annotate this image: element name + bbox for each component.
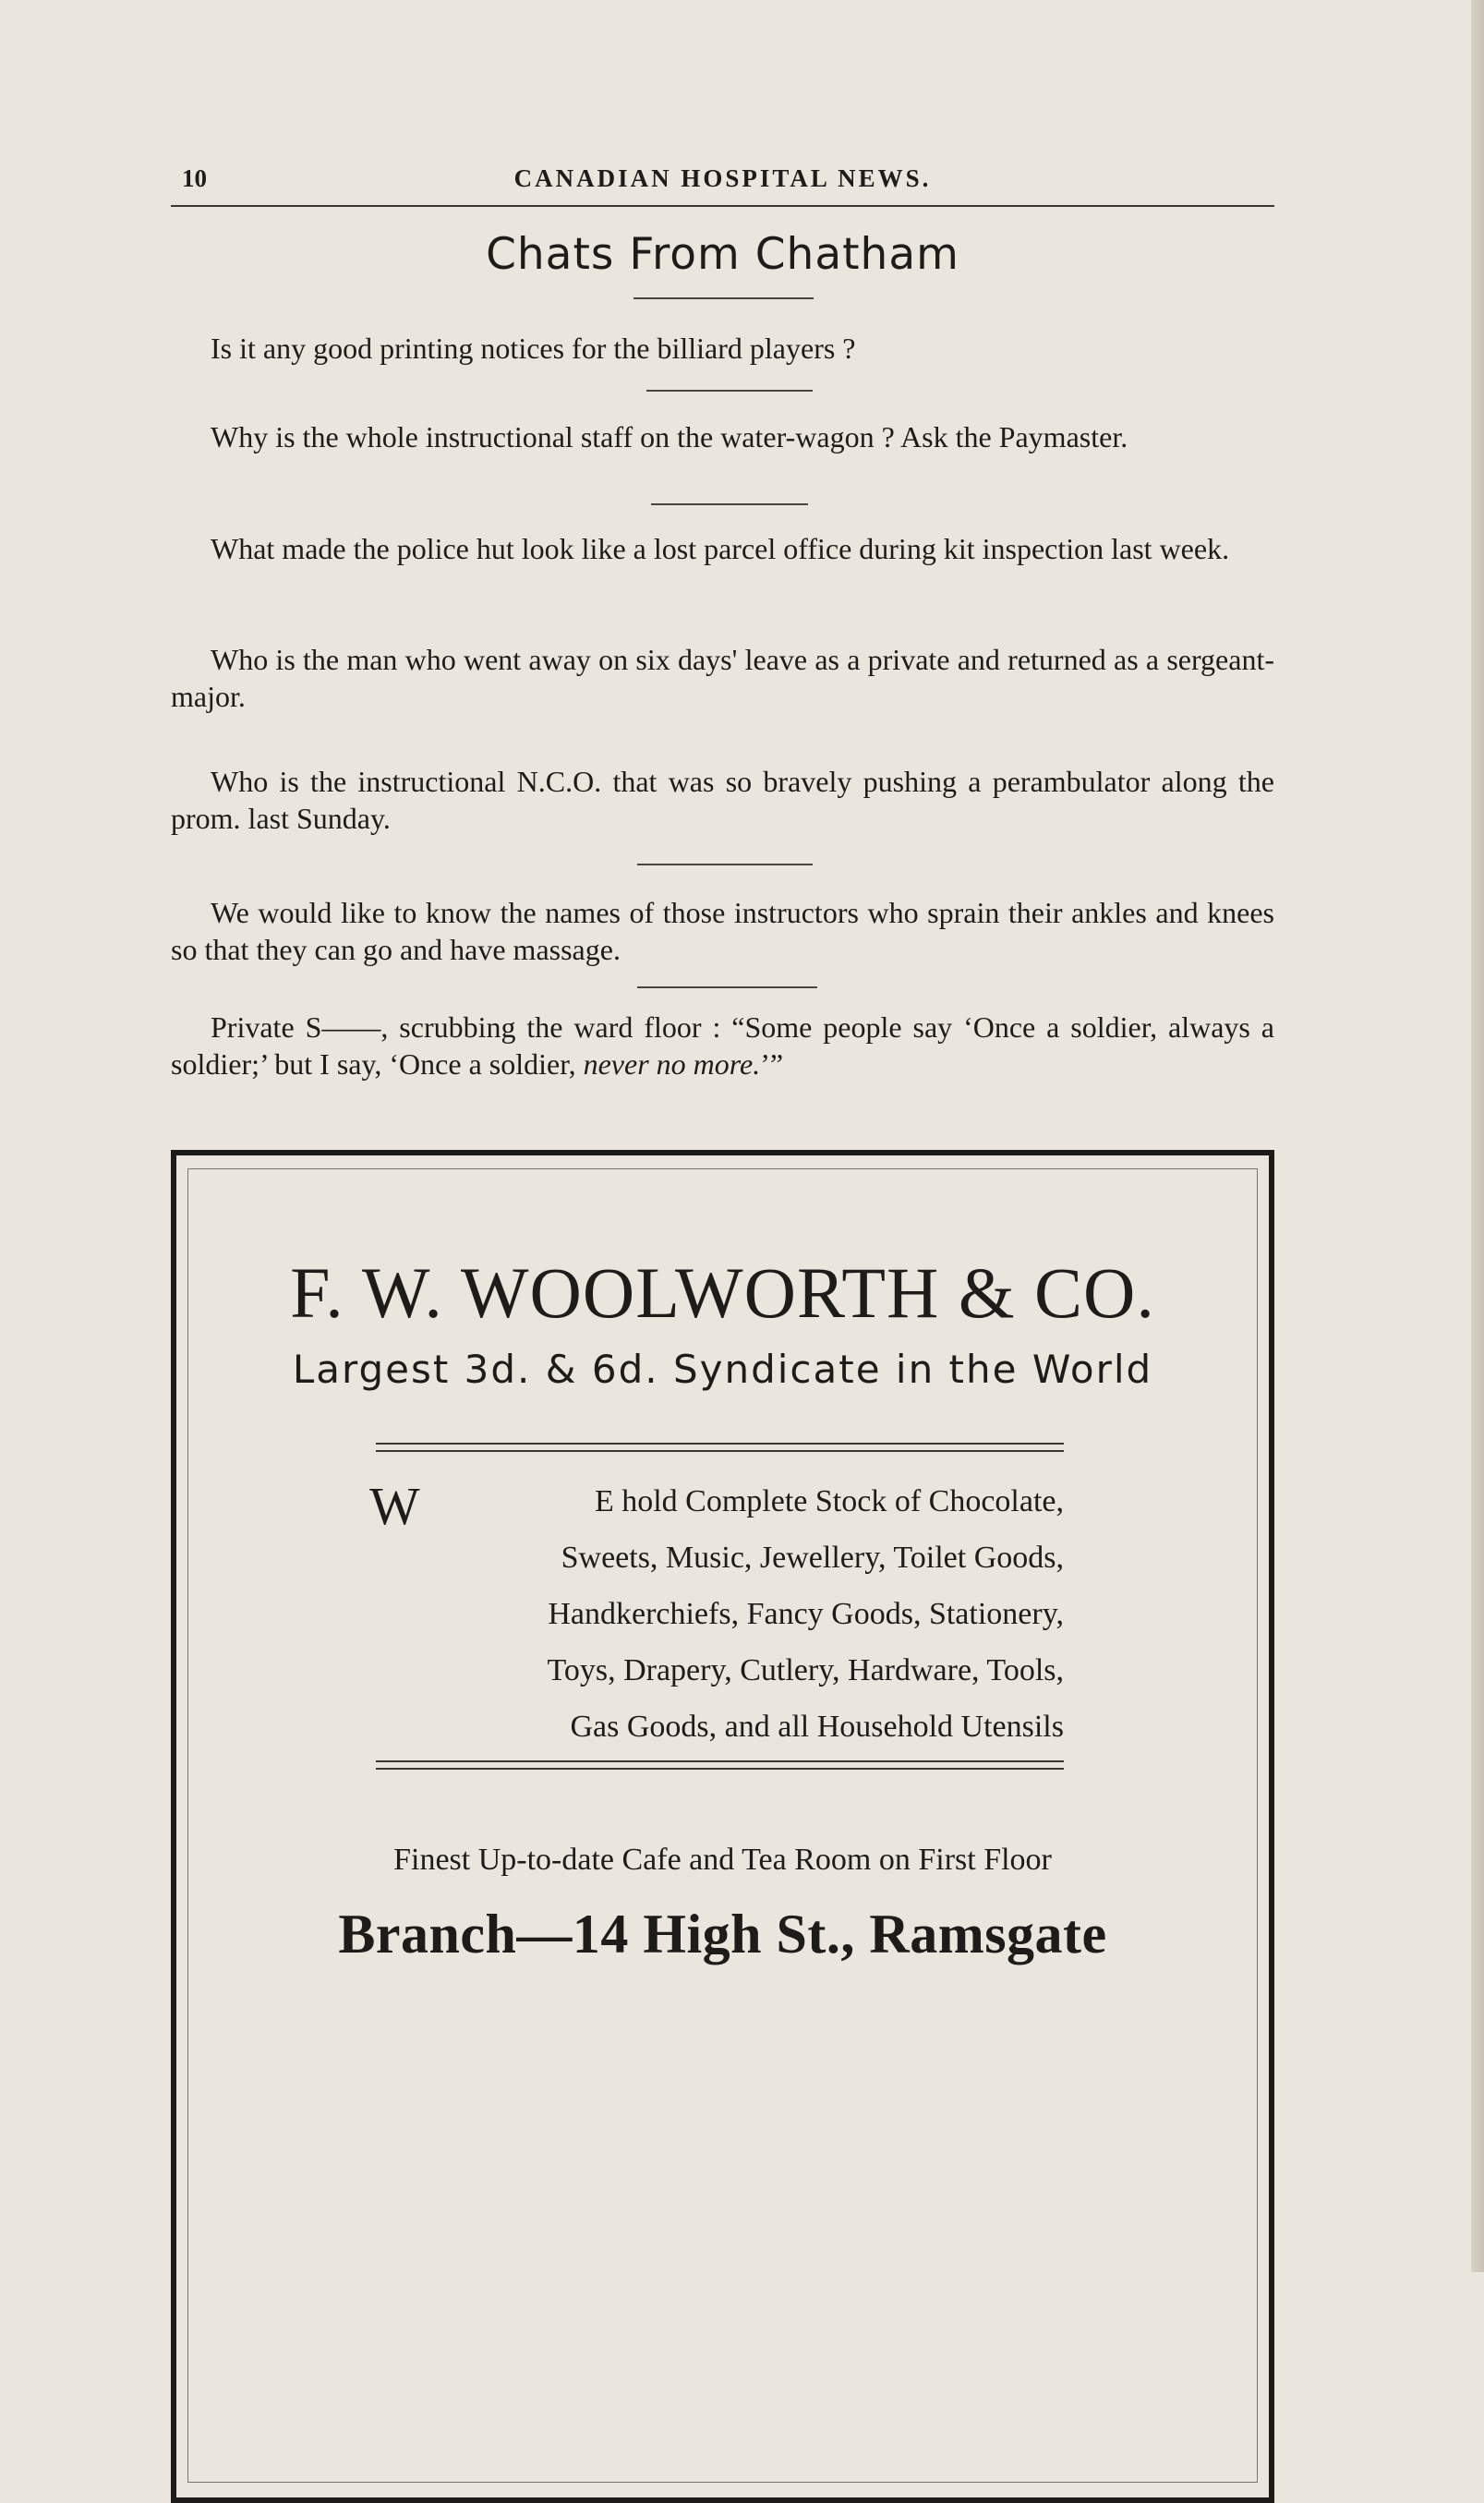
stock-line-5: Gas Goods, and all Household Utensils	[570, 1710, 1064, 1744]
stock-line-1	[369, 1473, 1064, 1536]
paragraph-4: Who is the man who went away on six days' leave as a private and returned as a sergeant-major.	[171, 643, 1274, 713]
paragraph-7-closing: ’”	[760, 1047, 784, 1081]
separator-rule	[637, 986, 817, 988]
separator-rule	[651, 503, 808, 505]
title-rule	[633, 297, 814, 299]
separator-rule	[637, 864, 813, 865]
paragraph-7	[171, 1009, 1274, 1082]
paragraph-3: What made the police hut look like a lost parcel office during kit inspection last week.	[211, 532, 1230, 565]
page-edge	[1471, 0, 1484, 2272]
article-title: Chats From Chatham	[486, 229, 959, 280]
running-head	[171, 164, 1274, 207]
company-tagline: Largest 3d. & 6d. Syndicate in the World	[292, 1347, 1153, 1392]
paragraph-1: Is it any good printing notices for the billiard players ?	[211, 332, 856, 365]
paragraph-7-text: Private S——, scrubbing the ward floor : “Some people say ‘Once a soldier, always a soldier;’ but I say, ‘Once a soldier,	[171, 1010, 1274, 1081]
drop-cap: W	[369, 1476, 420, 1536]
stock-line-1-text: E hold Complete Stock of Chocolate,	[594, 1484, 1064, 1518]
page-number: 10	[182, 164, 207, 192]
double-rule-bottom	[376, 1760, 1064, 1770]
journal-title: CANADIAN HOSPITAL NEWS.	[513, 164, 932, 192]
stock-line-3: Handkerchiefs, Fancy Goods, Stationery,	[548, 1597, 1064, 1631]
separator-rule	[646, 390, 813, 392]
paragraph-6: We would like to know the names of those instructors who sprain their ankles and knees so that they can go and have massage.	[171, 896, 1274, 966]
paragraph-5: Who is the instructional N.C.O. that was so bravely pushing a perambulator along the prom. last Sunday.	[171, 765, 1274, 835]
branch-address: Branch—14 High St., Ramsgate	[338, 1904, 1107, 1965]
double-rule-top	[376, 1443, 1064, 1452]
stock-line-2: Sweets, Music, Jewellery, Toilet Goods,	[561, 1541, 1064, 1575]
stock-list	[369, 1473, 1064, 1755]
paragraph-7-italic: never no more.	[583, 1047, 761, 1081]
cafe-notice: Finest Up-to-date Cafe and Tea Room on First Floor	[393, 1843, 1052, 1877]
stock-line-4: Toys, Drapery, Cutlery, Hardware, Tools,	[547, 1653, 1064, 1687]
company-name: F. W. WOOLWORTH & CO.	[290, 1252, 1155, 1333]
paragraph-2: Why is the whole instructional staff on the water-wagon ? Ask the Paymaster.	[211, 420, 1128, 453]
